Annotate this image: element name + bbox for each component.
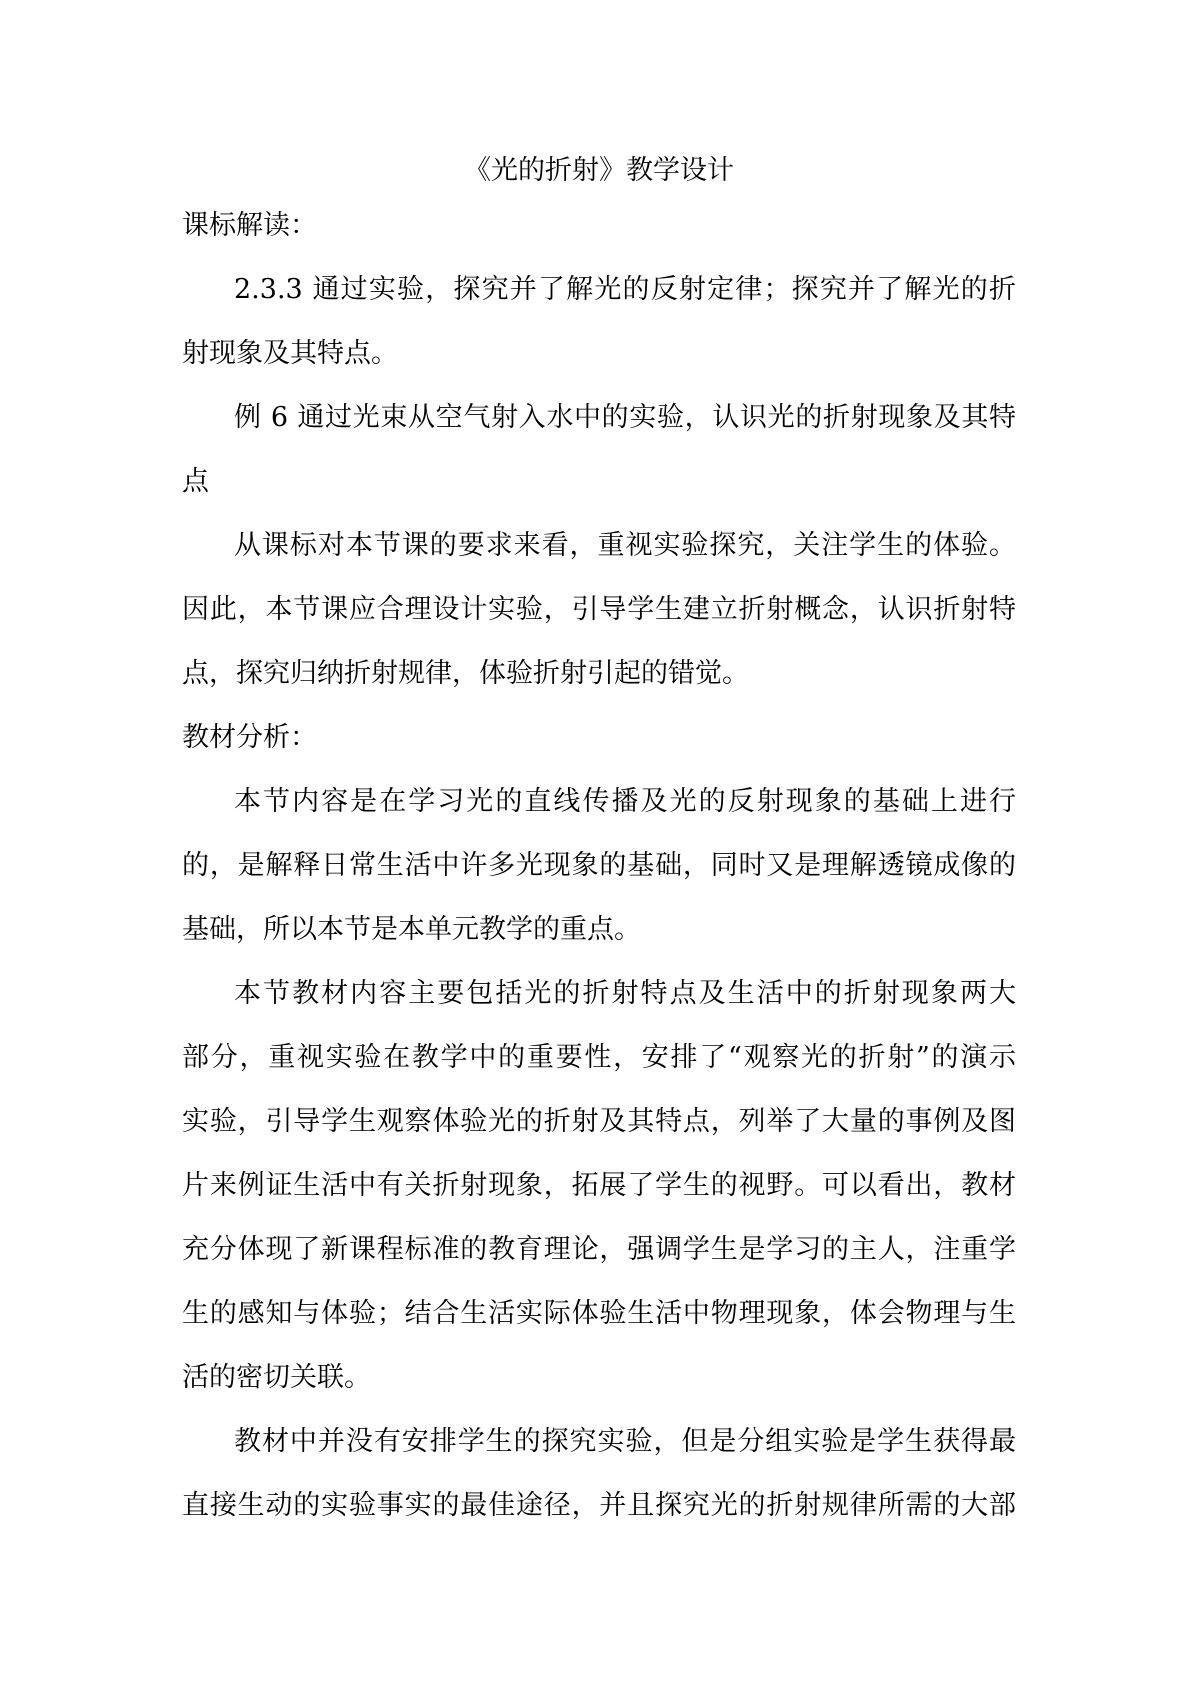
paragraph-curriculum-analysis [182, 514, 1016, 706]
paragraph-line: 部分，重视实验在教学中的重要性，安排了“观察光的折射”的演示 [182, 1042, 1016, 1073]
paragraph-line: 充分体现了新课程标准的教育理论，强调学生是学习的主人，注重学 [182, 1234, 1016, 1265]
paragraph-line: 从课标对本节课的要求来看，重视实验探究，关注学生的体验。 [234, 530, 1016, 561]
paragraph-line: 射现象及其特点。 [182, 338, 398, 369]
paragraph-curriculum-standard [182, 258, 1016, 386]
paragraph-line: 例 6 通过光束从空气射入水中的实验，认识光的折射现象及其特 [234, 402, 1016, 433]
section-heading-textbook: 教材分析： [182, 722, 317, 753]
paragraph-textbook-experiment [182, 1410, 1016, 1538]
document-body [182, 148, 1016, 1538]
section-heading-curriculum: 课标解读： [182, 210, 317, 241]
paragraph-line: 2.3.3 通过实验，探究并了解光的反射定律；探究并了解光的折 [234, 274, 1016, 305]
paragraph-example-6 [182, 386, 1016, 514]
paragraph-line: 基础，所以本节是本单元教学的重点。 [182, 914, 641, 945]
paragraph-line: 片来例证生活中有关折射现象，拓展了学生的视野。可以看出，教材 [182, 1170, 1016, 1201]
document-title: 《光的折射》教学设计 [464, 155, 734, 186]
paragraph-textbook-content [182, 962, 1016, 1410]
paragraph-line: 点，探究归纳折射规律，体验折射引起的错觉。 [182, 658, 749, 689]
paragraph-line: 生的感知与体验；结合生活实际体验生活中物理现象，体会物理与生 [182, 1298, 1016, 1329]
paragraph-line: 因此，本节课应合理设计实验，引导学生建立折射概念，认识折射特 [182, 594, 1016, 625]
paragraph-line: 教材中并没有安排学生的探究实验，但是分组实验是学生获得最 [234, 1426, 1016, 1457]
paragraph-line: 活的密切关联。 [182, 1362, 371, 1393]
paragraph-textbook-context [182, 770, 1016, 962]
paragraph-line: 实验，引导学生观察体验光的折射及其特点，列举了大量的事例及图 [182, 1106, 1016, 1137]
paragraph-line: 的，是解释日常生活中许多光现象的基础，同时又是理解透镜成像的 [182, 850, 1016, 881]
paragraph-line: 本节教材内容主要包括光的折射特点及生活中的折射现象两大 [234, 978, 1016, 1009]
paragraph-line: 本节内容是在学习光的直线传播及光的反射现象的基础上进行 [234, 786, 1016, 817]
paragraph-line: 点 [182, 466, 209, 497]
paragraph-line: 直接生动的实验事实的最佳途径，并且探究光的折射规律所需的大部 [182, 1490, 1016, 1521]
